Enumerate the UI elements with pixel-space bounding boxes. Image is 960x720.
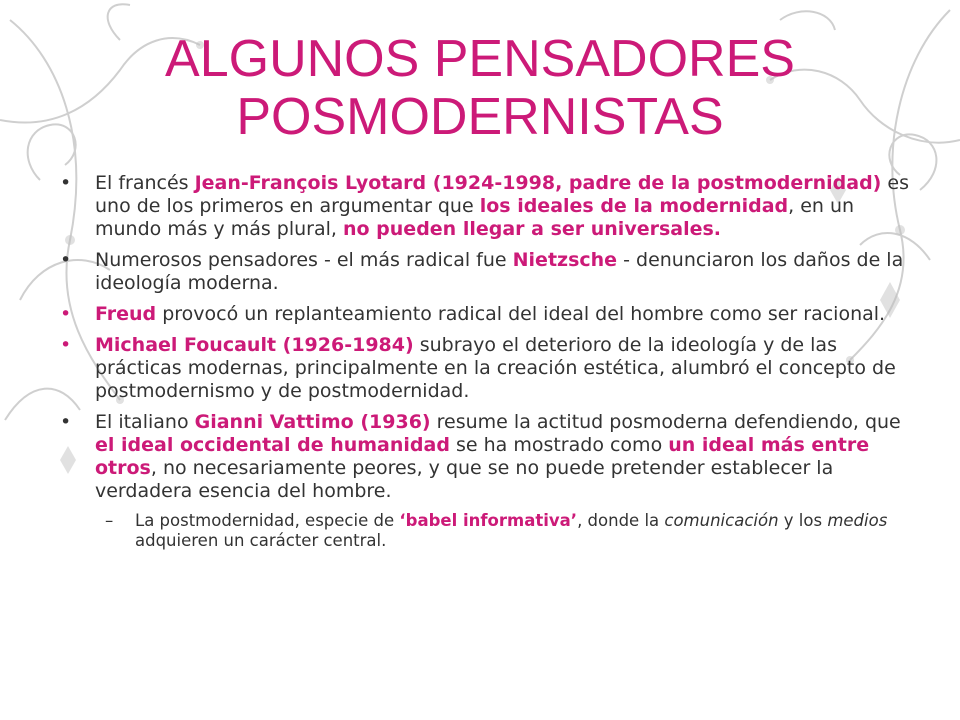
bullet-highlight: Nietzsche <box>512 249 618 271</box>
bullet-highlight: no pueden llegar a ser universales. <box>342 218 722 240</box>
bullet-text: - denunciaron los daños de la ideología moderna. <box>95 249 904 294</box>
bullet-text: subrayo el deterioro de la ideología y de las prácticas modernas, principalmente en la creación estética, alumbró el concepto de postmodernismo y de postmodernidad. <box>95 334 896 402</box>
bullet-text: , no necesariamente peores, y que se no puede pretender establecer la verdadera esencia del hombre. <box>95 457 834 502</box>
sub-bullet-marker: – <box>105 511 114 530</box>
bullet-text: , en un mundo más y más plural, <box>95 195 855 240</box>
sub-bullet-postmodernidad <box>60 511 920 551</box>
bullet-text: es uno de los primeros en argumentar que <box>95 172 910 217</box>
bullet-highlight: Freud <box>95 303 157 325</box>
bullet-marker: • <box>60 411 72 433</box>
bullet-lyotard <box>60 172 920 241</box>
bullet-text: resume la actitud posmoderna defendiendo, que <box>430 411 901 433</box>
sub-bullet-italic: comunicación <box>664 511 779 530</box>
bullet-marker: • <box>60 172 72 194</box>
bullet-foucault <box>60 334 920 403</box>
bullet-marker: • <box>60 249 72 271</box>
bullet-highlight: los ideales de la modernidad <box>479 195 789 217</box>
title-line-2: POSMODERNISTAS <box>236 88 724 146</box>
bullet-text: se ha mostrado como <box>449 434 669 456</box>
sub-bullet-highlight: ‘babel informativa’ <box>399 511 578 530</box>
bullet-highlight: Michael Foucault (1926-1984) <box>95 334 414 356</box>
sub-bullet-text: y los <box>778 511 828 530</box>
bullet-marker: • <box>60 303 72 325</box>
bullet-text: El italiano <box>95 411 195 433</box>
sub-bullet-text: adquieren un carácter central. <box>135 531 387 550</box>
bullet-highlight: Jean-François Lyotard (1924-1998, padre de la postmodernidad) <box>194 172 882 194</box>
bullet-text: provocó un replanteamiento radical del ideal del hombre como ser racional. <box>156 303 886 325</box>
bullet-highlight: un ideal más entre otros <box>95 434 870 479</box>
bullet-freud <box>60 303 920 326</box>
sub-bullet-text: , donde la <box>577 511 665 530</box>
bullet-vattimo <box>60 411 920 503</box>
bullet-list <box>60 172 920 551</box>
bullet-highlight: Gianni Vattimo (1936) <box>194 411 431 433</box>
sub-bullet-italic: medios <box>827 511 888 530</box>
sub-bullet-text: La postmodernidad, especie de <box>135 511 400 530</box>
page-title <box>150 30 810 146</box>
bullet-highlight: el ideal occidental de humanidad <box>95 434 450 456</box>
bullet-text: El francés <box>95 172 195 194</box>
title-line-1: ALGUNOS PENSADORES <box>165 30 795 88</box>
bullet-nietzsche <box>60 249 920 295</box>
bullet-marker: • <box>60 334 72 356</box>
bullet-text: Numerosos pensadores - el más radical fue <box>95 249 513 271</box>
